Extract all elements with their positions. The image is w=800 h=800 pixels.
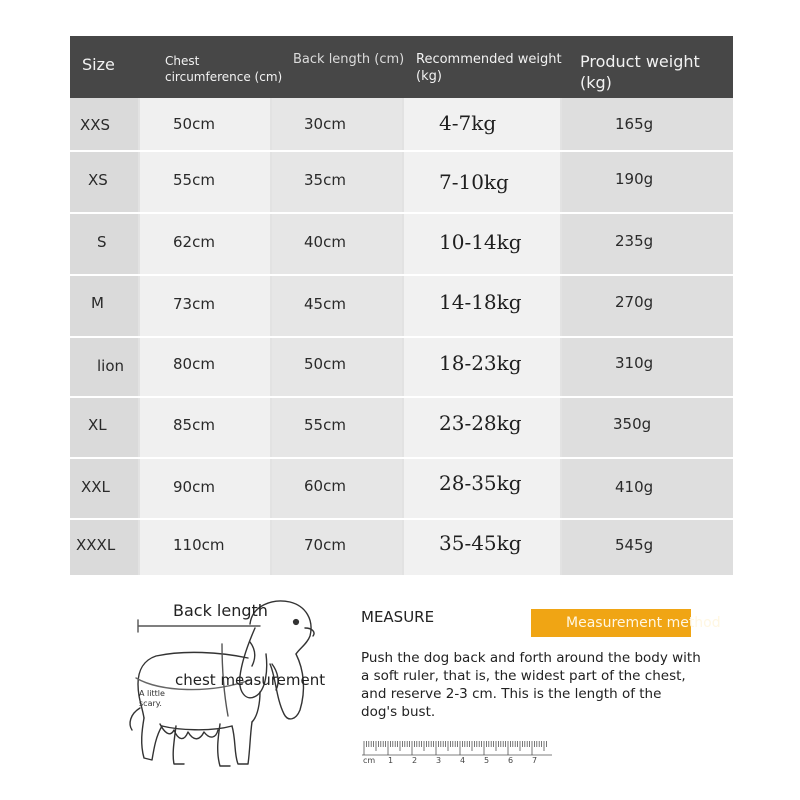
cell-product-weight: 235g — [615, 232, 654, 250]
ruler-number: 3 — [436, 756, 442, 765]
measurement-method-badge — [531, 609, 721, 637]
cell-size: XXL — [81, 478, 110, 496]
ruler-unit-label: cm — [363, 756, 376, 765]
measure-title: MEASURE — [361, 608, 435, 626]
cell-back-length: 50cm — [304, 355, 346, 373]
cell-chest: 50cm — [173, 115, 215, 133]
measurement-method-label: Measurement method — [566, 615, 721, 631]
header-recommended-line1: Recommended weight — [416, 52, 562, 67]
ruler-number: 1 — [388, 756, 394, 765]
cell-recommended-weight: 4-7kg — [439, 111, 497, 135]
cell-back-length: 55cm — [304, 416, 346, 434]
illustration-caption: A little scary. — [139, 689, 165, 708]
cell-chest: 73cm — [173, 295, 215, 313]
header-chest — [165, 54, 282, 85]
cell-recommended-weight: 35-45kg — [439, 531, 522, 555]
size-chart-table — [70, 36, 733, 575]
cell-back-length: 60cm — [304, 477, 346, 495]
ruler-number: 2 — [412, 756, 418, 765]
cell-product-weight: 310g — [615, 354, 654, 372]
cell-recommended-weight: 23-28kg — [439, 411, 522, 435]
cell-size: XS — [88, 171, 108, 189]
header-recommended-weight — [416, 52, 562, 86]
cell-back-length: 45cm — [304, 295, 346, 313]
table-header — [70, 36, 733, 98]
cell-product-weight: 270g — [615, 293, 654, 311]
cell-chest: 55cm — [173, 171, 215, 189]
cell-product-weight: 545g — [615, 536, 654, 554]
header-back-length: Back length (cm) — [293, 52, 405, 67]
cell-product-weight: 165g — [615, 115, 654, 133]
cell-back-length: 40cm — [304, 233, 346, 251]
row-divider — [70, 457, 733, 459]
chest-measurement-label: chest measurement — [175, 671, 326, 689]
cell-chest: 80cm — [173, 355, 215, 373]
cell-recommended-weight: 28-35kg — [439, 471, 522, 495]
cell-size: S — [97, 233, 107, 251]
header-recommended-line2: (kg) — [416, 68, 442, 84]
header-chest-line1: Chest — [165, 54, 200, 68]
cell-chest: 110cm — [173, 536, 225, 554]
cell-size: lion — [97, 357, 125, 375]
cell-recommended-weight: 7-10kg — [439, 170, 509, 194]
row-divider — [70, 274, 733, 276]
measure-instructions: Push the dog back and forth around the body with a soft ruler, that is, the widest part of the chest, and reserve 2-3 cm. This is the length of the dog's bust. — [361, 650, 701, 720]
row-divider — [70, 150, 733, 152]
cell-size: XL — [88, 416, 107, 434]
cell-size: M — [91, 294, 104, 312]
cell-recommended-weight: 18-23kg — [439, 351, 522, 375]
cell-recommended-weight: 10-14kg — [439, 230, 522, 254]
cell-product-weight: 410g — [615, 478, 654, 496]
cell-size: XXS — [80, 116, 111, 134]
row-divider — [70, 396, 733, 398]
cell-recommended-weight: 14-18kg — [439, 290, 522, 314]
cell-back-length: 70cm — [304, 536, 346, 554]
cell-size: XXXL — [76, 536, 116, 554]
cell-product-weight: 350g — [613, 415, 652, 433]
header-chest-line2: circumference (cm) — [165, 69, 283, 84]
cell-product-weight: 190g — [615, 170, 654, 188]
ruler-number: 5 — [484, 756, 490, 765]
header-product-weight: Product weight (kg) — [580, 52, 700, 92]
row-divider — [70, 212, 733, 214]
cell-back-length: 30cm — [304, 115, 346, 133]
ruler-number: 6 — [508, 756, 514, 765]
cell-back-length: 35cm — [304, 171, 346, 189]
ruler-graphic — [360, 737, 560, 767]
cell-chest: 85cm — [173, 416, 215, 434]
row-divider — [70, 518, 733, 520]
ruler-number: 4 — [460, 756, 466, 765]
back-length-label: Back length — [173, 601, 268, 620]
cell-chest: 62cm — [173, 233, 215, 251]
ruler-number: 7 — [532, 756, 538, 765]
row-divider — [70, 336, 733, 338]
header-size: Size — [82, 55, 115, 74]
cell-chest: 90cm — [173, 478, 215, 496]
